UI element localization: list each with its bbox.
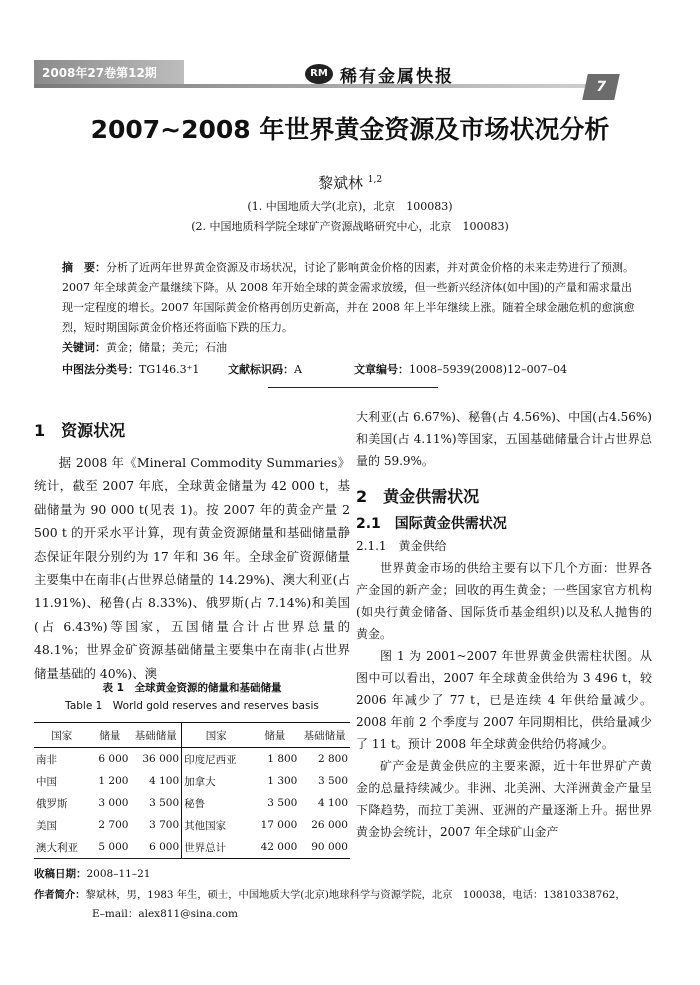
author-sup: 1,2: [367, 175, 383, 185]
table-row: [34, 792, 350, 814]
cell: 中国: [36, 775, 57, 788]
paper-title: 2007~2008 年世界黄金资源及市场状况分析: [90, 115, 610, 144]
article-no-value: 1008–5939(2008)12–007–04: [409, 363, 568, 376]
abstract-label: 摘 要：: [62, 261, 106, 274]
cell: 3 700: [149, 819, 180, 831]
cell: 印度尼西亚: [182, 748, 251, 771]
issue-label: 2008年27卷第12期: [34, 60, 184, 86]
cell: 26 000: [311, 819, 348, 831]
cell: 美国: [36, 819, 57, 832]
author-email: E–mail：alex811@sina.com: [92, 908, 238, 920]
bio-label: 作者简介：: [34, 889, 86, 901]
cell: 4 100: [317, 797, 348, 809]
cell: 1 800: [267, 753, 298, 765]
cell: 1 200: [98, 775, 129, 787]
clc-value: TG146.3⁺1: [139, 363, 200, 376]
cell: 2 800: [317, 753, 348, 765]
paragraph-resources: 据 2008 年《Mineral Commodity Summaries》统计，截至 2007 年底，全球黄金储量为 42 000 t，基础储量为 90 000 t(见表 1)。按 2007 年的黄金产量 2 500 t 的开采水平计算，现有黄金资源储量和基础储量静态保证年限分别约为 17 年和 36 年。全球金矿资源储量主要集中在南非(占世界总储量的 14.29%)、澳大利亚(占 11.91%)、秘鲁(占 8.33%)、俄罗斯(占 7.14%)和美国(占 6.43%)等国家，五国储量合计占世界总量的 48.1%；世界金矿资源基础储量主要集中在南非(占世界储量基础的 40%)、澳: [34, 455, 350, 681]
right-column: [356, 406, 652, 843]
table-row: [34, 814, 350, 836]
cell: 6 000: [130, 836, 181, 859]
cell: 南非: [36, 753, 57, 766]
col-country-2: 国家: [182, 723, 251, 748]
left-column: [34, 418, 350, 685]
author-name: 黎斌林: [317, 174, 363, 192]
col-basis: 基础储量: [130, 723, 181, 748]
cell: 秘鲁: [182, 792, 251, 814]
section-2-1-1-heading: 2.1.1 黄金供给: [356, 539, 447, 553]
paragraph-continued: 大利亚(占 6.67%)、秘鲁(占 4.56%)、中国(占4.56%)和美国(占 4.11%)等国家，五国基础储量合计占世界总量的 59.9%。: [356, 410, 652, 468]
section-2-1-heading: 2.1 国际黄金供需状况: [356, 516, 507, 532]
table-row: [34, 770, 350, 792]
received-value: 2008–11–21: [86, 868, 151, 880]
cell: 2 700: [98, 819, 129, 831]
table-row: [34, 748, 350, 771]
affiliation-2: (2. 中国地质科学院全球矿产资源战略研究中心，北京 100083): [191, 220, 509, 233]
cell: 其他国家: [182, 814, 251, 836]
table-caption-en: Table 1 World gold reserves and reserves basis: [65, 700, 319, 712]
table-caption-cn: 表 1 全球黄金资源的储量和基础储量: [102, 682, 282, 694]
cell: 5 000: [89, 836, 130, 859]
doc-code-value: A: [294, 363, 302, 376]
paragraph-supply-figure: 图 1 为 2001~2007 年世界黄金供需柱状图。从图中可以看出，2007 年全球黄金供给为 3 496 t，较 2006 年减少了 77 t，已是连续 4 年供给量减少。2008 年前 2 个季度与 2007 年同期相比，供给量减少了 11 t。预计 2008 年全球黄金供给仍将减少。: [356, 649, 652, 751]
section-1-heading: 1 资源状况: [34, 421, 126, 440]
table-row: [34, 836, 350, 859]
cell: 世界总计: [182, 836, 251, 859]
bio-text: 黎斌林，男，1983 年生，硕士，中国地质大学(北京)地球科学与资源学院，北京 100038，电话：13810338762，: [85, 889, 626, 901]
cell: 42 000: [250, 836, 299, 859]
author: [0, 172, 700, 193]
keywords-label: 关键词：: [62, 341, 106, 354]
header-rule: [34, 84, 594, 88]
col-basis-2: 基础储量: [299, 723, 350, 748]
article-no-label: 文章编号：: [354, 363, 409, 376]
keywords-text: 黄金；储量；美元；石油: [106, 341, 227, 354]
cell: 17 000: [260, 819, 298, 831]
received-label: 收稿日期：: [34, 868, 87, 880]
col-reserves: 储量: [89, 723, 130, 748]
cell: 3 000: [98, 797, 129, 809]
author-bio: [34, 886, 626, 901]
journal-logo-icon: RM: [305, 64, 333, 84]
gold-reserves-table: [34, 722, 350, 859]
cell: 90 000: [299, 836, 350, 859]
affiliation-1: (1. 中国地质大学(北京)，北京 100083): [247, 200, 453, 213]
page-number: 7: [582, 74, 620, 100]
cell: 3 500: [149, 797, 180, 809]
paragraph-mine-production: 矿产金是黄金供应的主要来源，近十年世界矿产黄金的总量持续减少。非洲、北美洲、大洋洲黄金产量呈下降趋势，而拉丁美洲、亚洲的产量逐渐上升。据世界黄金协会统计，2007 年全球矿山金产: [356, 759, 652, 839]
abstract-divider: [268, 387, 438, 388]
clc-label: 中图法分类号：: [62, 363, 139, 376]
cell: 加拿大: [182, 770, 251, 792]
received-date: [34, 866, 150, 881]
cell: 3 500: [317, 775, 348, 787]
doc-code-label: 文献标识码：: [228, 363, 294, 376]
abstract: [62, 258, 642, 358]
abstract-text: 分析了近两年世界黄金资源及市场状况，讨论了影响黄金价格的因素，并对黄金价格的未来走势进行了预测。2007 年全球黄金产量继续下降。从 2008 年开始全球的黄金需求放缓，但一些新兴经济体(如中国)的产量和需求量出现一定程度的增长。2007 年国际黄金价格再创历史新高，并在 2008 年上半年继续上涨。随着全球金融危机的愈演愈烈，短时期国际黄金价格还将面临下跌的压力。: [62, 261, 635, 334]
section-2-heading: 2 黄金供需状况: [356, 487, 480, 506]
journal-name: 稀有金属快报: [340, 67, 454, 87]
cell: 6 000: [98, 753, 129, 765]
cell: 俄罗斯: [36, 797, 68, 810]
col-country: 国家: [34, 723, 89, 748]
paragraph-supply-sources: 世界黄金市场的供给主要有以下几个方面：世界各产金国的新产金；回收的再生黄金；一些国家官方机构(如央行黄金储备、国际货币基金组织)以及私人抛售的黄金。: [356, 561, 652, 641]
table-header-row: [34, 723, 350, 748]
cell: 36 000: [142, 753, 180, 765]
footnote-rule: [34, 858, 184, 859]
cell: 澳大利亚: [34, 836, 89, 859]
cell: 3 500: [267, 797, 298, 809]
cell: 1 300: [267, 775, 298, 787]
cell: 4 100: [149, 775, 180, 787]
col-reserves-2: 储量: [250, 723, 299, 748]
